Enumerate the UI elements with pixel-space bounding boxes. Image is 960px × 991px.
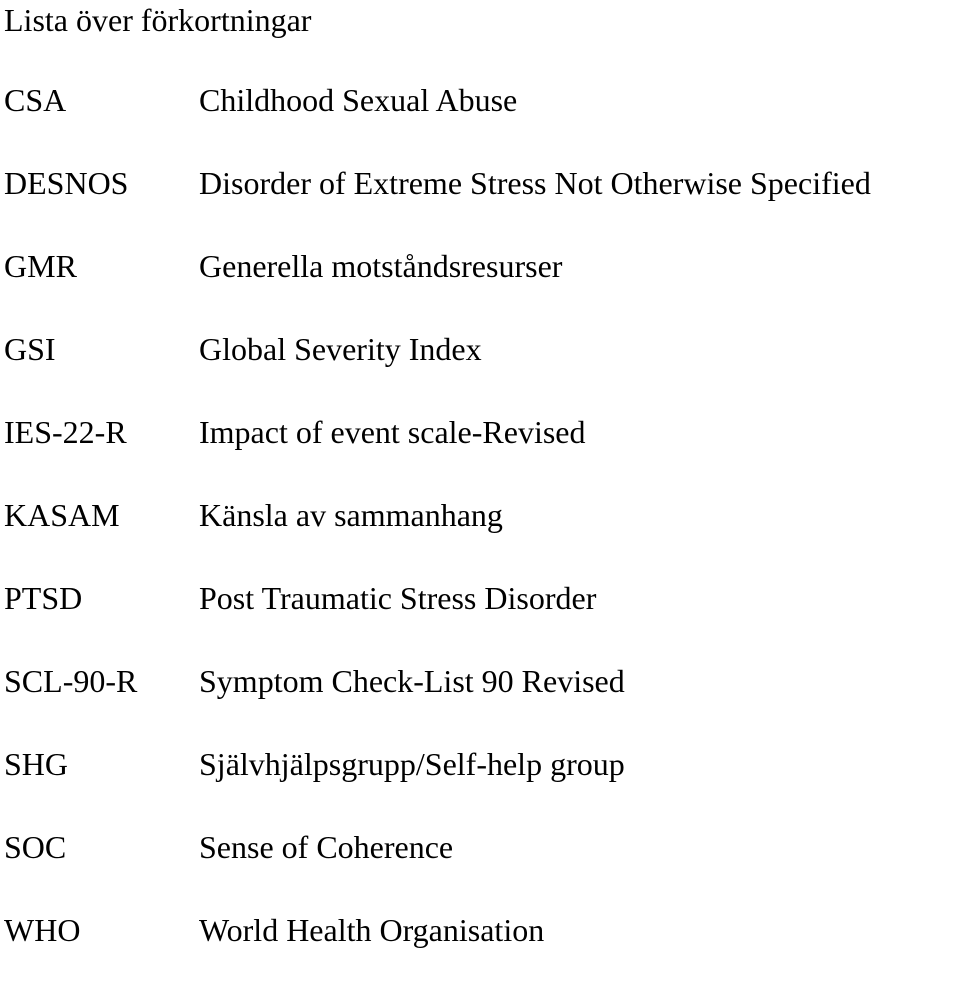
abbreviation: SCL-90-R	[4, 663, 138, 699]
definition: Post Traumatic Stress Disorder	[199, 580, 597, 616]
definition: Childhood Sexual Abuse	[199, 82, 518, 118]
abbreviation: WHO	[4, 912, 81, 948]
abbreviation: GSI	[4, 331, 56, 367]
list-item	[0, 244, 960, 327]
abbreviation: DESNOS	[4, 165, 129, 201]
abbreviation-list	[0, 78, 960, 991]
abbreviation: CSA	[4, 82, 67, 118]
abbreviation: IES-22-R	[4, 414, 127, 450]
list-item	[0, 410, 960, 493]
abbreviation: SHG	[4, 746, 69, 782]
page-title: Lista över förkortningar	[4, 2, 312, 38]
abbreviation: GMR	[4, 248, 77, 284]
definition: Impact of event scale-Revised	[199, 414, 586, 450]
list-item	[0, 659, 960, 742]
list-item	[0, 493, 960, 576]
list-item	[0, 576, 960, 659]
list-item	[0, 908, 960, 991]
list-item	[0, 327, 960, 410]
list-item	[0, 161, 960, 244]
definition: World Health Organisation	[199, 912, 545, 948]
definition: Känsla av sammanhang	[199, 497, 503, 533]
definition: Självhjälpsgrupp/Self-help group	[199, 746, 625, 782]
abbreviation: SOC	[4, 829, 67, 865]
definition: Generella motståndsresurser	[199, 248, 563, 284]
definition: Disorder of Extreme Stress Not Otherwise Specified	[199, 165, 871, 201]
abbreviation: PTSD	[4, 580, 83, 616]
definition: Global Severity Index	[199, 331, 482, 367]
list-item	[0, 825, 960, 908]
definition: Sense of Coherence	[199, 829, 454, 865]
list-item	[0, 78, 960, 161]
abbreviation: KASAM	[4, 497, 120, 533]
list-item	[0, 742, 960, 825]
definition: Symptom Check-List 90 Revised	[199, 663, 625, 699]
